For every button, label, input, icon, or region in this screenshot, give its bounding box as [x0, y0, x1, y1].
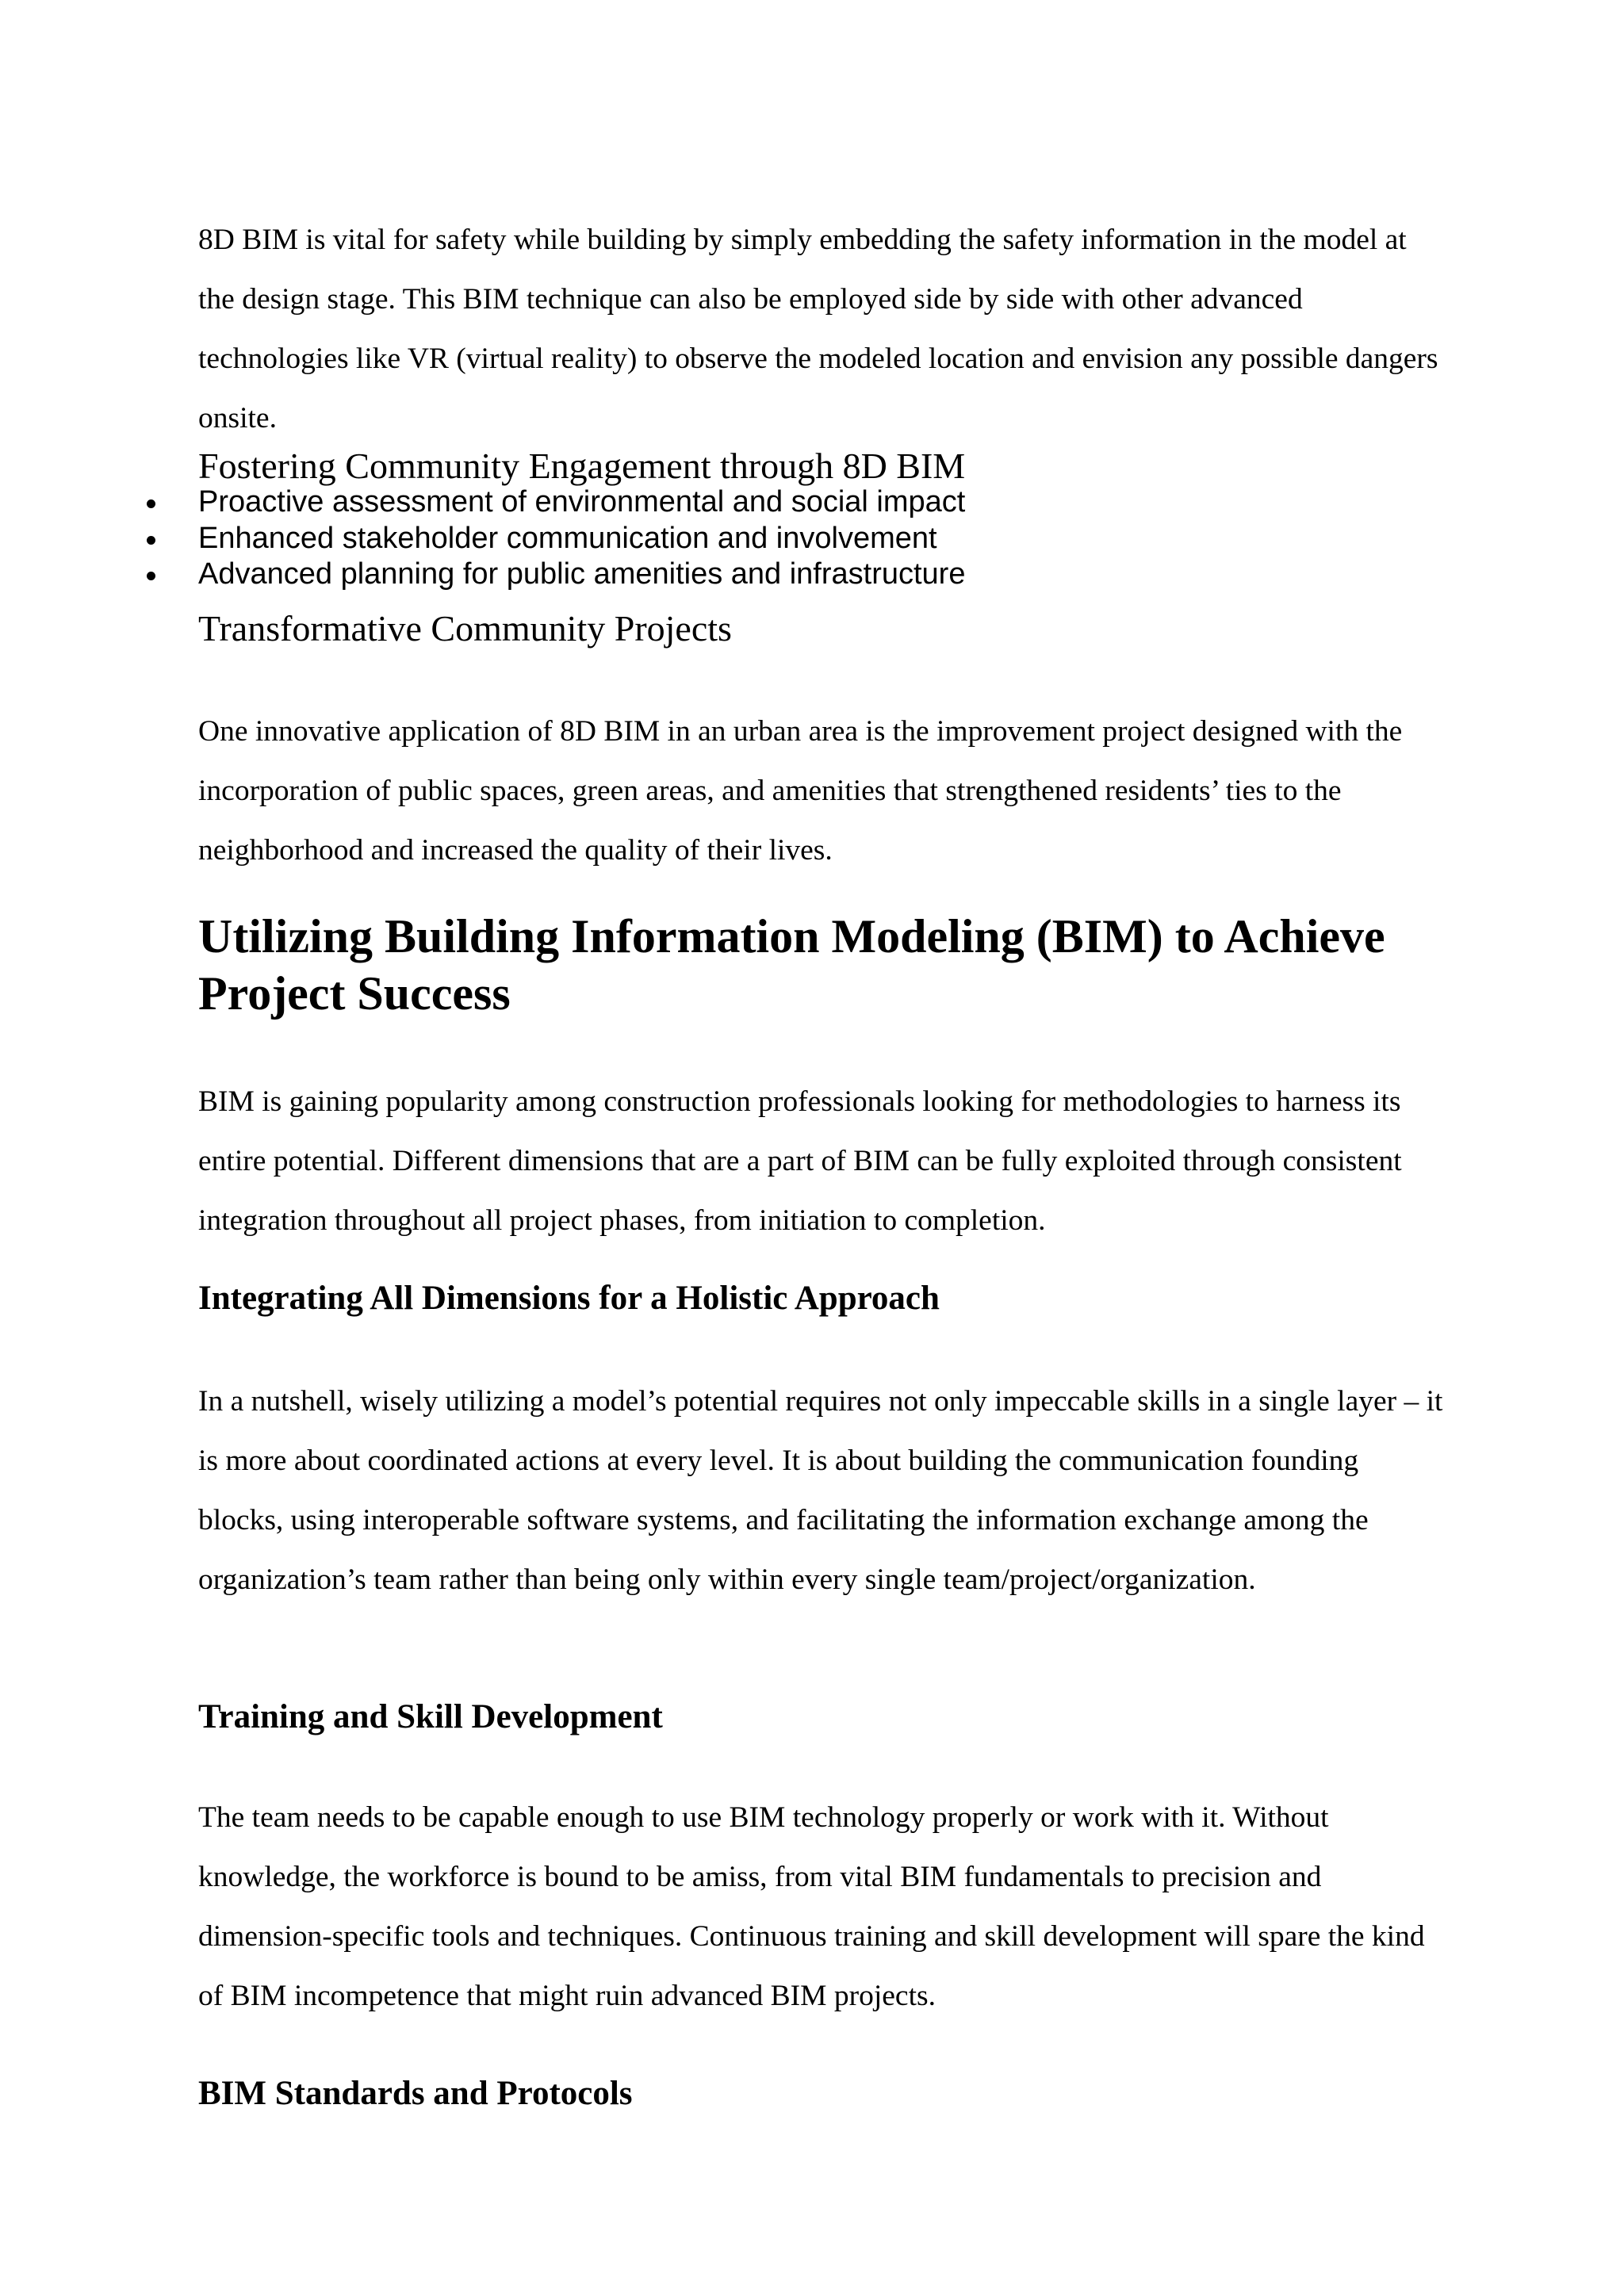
projects-paragraph: One innovative application of 8D BIM in an urban area is the improvement project designed with the incorporation of public spaces, green areas, and amenities that strengthened residents’ ties to the neighborhood and increased the quality of their lives. — [198, 715, 1403, 867]
training-heading: Training and Skill Development — [198, 1698, 663, 1735]
list-item — [143, 484, 965, 521]
list-item — [143, 557, 965, 593]
community-heading: Fostering Community Engagement through 8D BIM — [198, 446, 966, 486]
bullet-icon — [147, 499, 155, 508]
integrating-paragraph: In a nutshell, wisely utilizing a model’s potential requires not only impeccable skills in a single layer – it is more about coordinated actions at every level. It is about building the communication founding blocks, using interoperable software systems, and facilitating the information exchange among the organization’s team rather than being only within every single team/project/organization. — [198, 1385, 1443, 1596]
section-title: Utilizing Building Information Modeling (BIM) to Achieve Project Success — [198, 910, 1385, 1020]
list-item — [143, 521, 965, 557]
bullet-icon — [147, 536, 155, 545]
standards-heading: BIM Standards and Protocols — [198, 2075, 633, 2112]
bullet-icon — [147, 572, 155, 580]
list-item-text: Advanced planning for public amenities and infrastructure — [198, 557, 966, 591]
intro-paragraph: 8D BIM is vital for safety while building by simply embedding the safety information in the model at the design stage. This BIM technique can also be employed side by side with other advanced technologies like VR (virtual reality) to observe the modeled location and envision any possible dangers onsite. — [198, 224, 1438, 434]
integrating-heading: Integrating All Dimensions for a Holistic Approach — [198, 1280, 940, 1317]
list-item-text: Enhanced stakeholder communication and involvement — [198, 521, 937, 555]
section-paragraph: BIM is gaining popularity among construction professionals looking for methodologies to harness its entire potential. Different dimensions that are a part of BIM can be fully exploited through consistent integration throughout all project phases, from initiation to completion. — [198, 1085, 1402, 1237]
training-paragraph: The team needs to be capable enough to use BIM technology properly or work with it. Without knowledge, the workforce is bound to be amiss, from vital BIM fundamentals to precision and dimension-specific tools and techniques. Continuous training and skill development will spare the kind of BIM incompetence that might ruin advanced BIM projects. — [198, 1801, 1425, 2012]
list-item-text: Proactive assessment of environmental and social impact — [198, 485, 966, 519]
projects-heading: Transformative Community Projects — [198, 608, 732, 649]
community-bullet-list — [143, 484, 965, 593]
